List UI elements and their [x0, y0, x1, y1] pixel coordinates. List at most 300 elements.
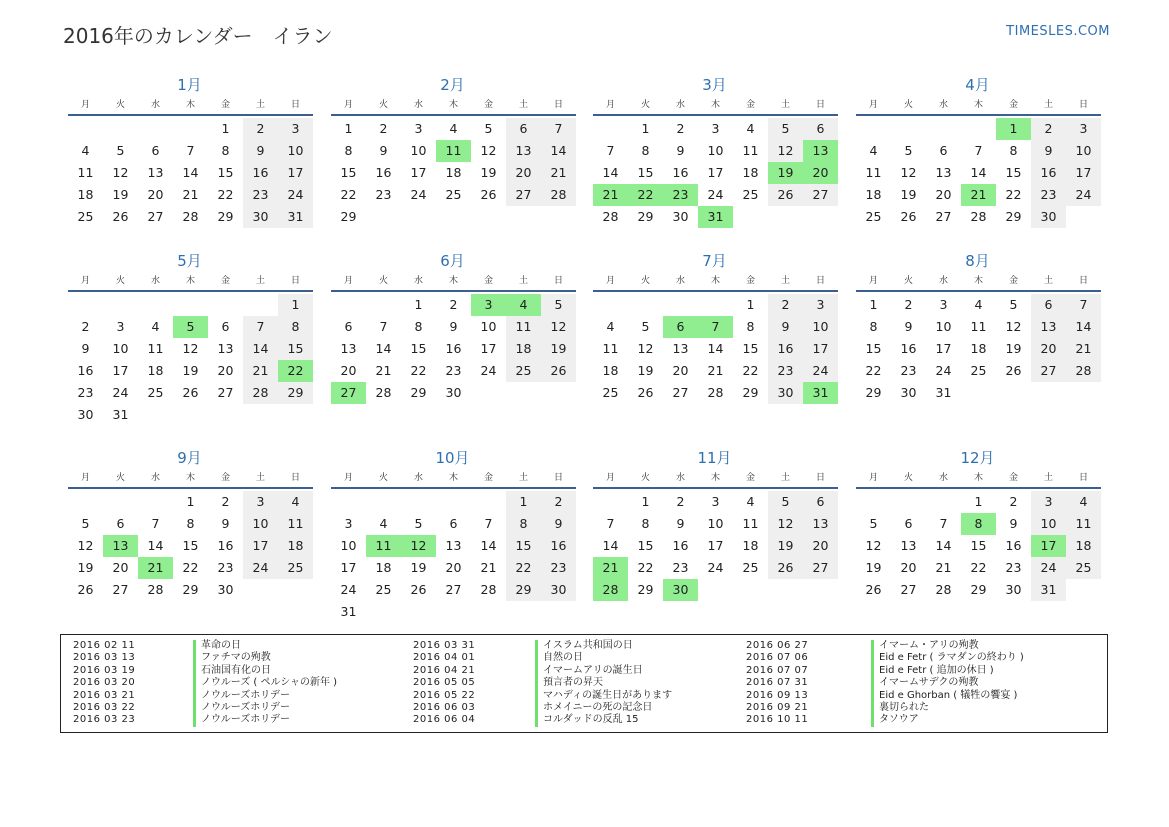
- calendar-day: 2: [243, 118, 278, 140]
- weekday-label: 日: [1078, 100, 1088, 110]
- calendar-day: 26: [541, 360, 576, 382]
- calendar-day: 22: [742, 363, 759, 378]
- weekday-label: 土: [1043, 100, 1053, 110]
- calendar-day: 23: [445, 363, 462, 378]
- legend-holiday-name: マハディの誕生日があります: [535, 690, 672, 702]
- calendar-day: 11: [1066, 513, 1101, 535]
- calendar-day: 20: [672, 363, 689, 378]
- weekday-label: 木: [973, 276, 983, 286]
- weekday-header: [68, 273, 313, 292]
- weekday-label: 火: [378, 276, 388, 286]
- calendar-day: 12: [112, 165, 129, 180]
- calendar-day: 5: [641, 319, 650, 334]
- weekday-label: 金: [483, 473, 493, 483]
- legend-holiday-name: 石油国有化の日: [193, 665, 271, 677]
- calendar-day: 6: [221, 319, 230, 334]
- calendar-day: 10: [935, 319, 952, 334]
- calendar-day: 20: [445, 560, 462, 575]
- calendar-day: 23: [243, 184, 278, 206]
- weekday-label: 土: [1043, 473, 1053, 483]
- calendar-day: 30: [77, 407, 94, 422]
- weekday-label: 水: [675, 276, 685, 286]
- calendar-day: 7: [606, 516, 615, 531]
- calendar-day: 30: [900, 385, 917, 400]
- holiday-day: 11: [436, 140, 471, 162]
- day-grid: [593, 116, 838, 228]
- holiday-day: 4: [506, 294, 541, 316]
- calendar-day: 23: [541, 557, 576, 579]
- calendar-day: 12: [768, 140, 803, 162]
- calendar-day: 18: [445, 165, 462, 180]
- calendar-day: 20: [1031, 338, 1066, 360]
- weekday-label: 木: [710, 276, 720, 286]
- calendar-day: 22: [637, 560, 654, 575]
- weekday-label: 水: [938, 473, 948, 483]
- calendar-day: 6: [344, 319, 353, 334]
- legend-holiday-name: 自然の日: [535, 652, 583, 664]
- weekday-header: [331, 470, 576, 489]
- weekday-label: 土: [1043, 276, 1053, 286]
- weekday-label: 水: [675, 473, 685, 483]
- calendar-day: 1: [221, 121, 230, 136]
- holiday-day: 8: [961, 513, 996, 535]
- calendar-day: 24: [803, 360, 838, 382]
- calendar-day: 3: [1031, 491, 1066, 513]
- calendar-day: 8: [414, 319, 423, 334]
- calendar-day: 30: [1031, 206, 1066, 228]
- calendar-day: 26: [112, 209, 129, 224]
- calendar-day: 12: [541, 316, 576, 338]
- calendar-day: 11: [506, 316, 541, 338]
- legend-date: 2016 03 13: [73, 652, 136, 664]
- calendar-day: 22: [217, 187, 234, 202]
- calendar-day: 26: [480, 187, 497, 202]
- calendar-day: 17: [112, 363, 129, 378]
- legend-holiday-name: タソウア: [871, 714, 919, 726]
- calendar-day: 13: [900, 538, 917, 553]
- calendar-day: 12: [182, 341, 199, 356]
- calendar-day: 5: [81, 516, 90, 531]
- calendar-day: 5: [768, 491, 803, 513]
- calendar-day: 10: [707, 143, 724, 158]
- holiday-day: 11: [366, 535, 401, 557]
- calendar-day: 11: [742, 143, 759, 158]
- calendar-day: 24: [112, 385, 129, 400]
- calendar-day: 9: [221, 516, 230, 531]
- calendar-day: 28: [707, 385, 724, 400]
- calendar-day: 13: [147, 165, 164, 180]
- calendar-day: 14: [182, 165, 199, 180]
- holiday-day: 20: [803, 162, 838, 184]
- legend-date: 2016 05 22: [413, 689, 476, 701]
- calendar-day: 29: [217, 209, 234, 224]
- calendar-day: 3: [1066, 118, 1101, 140]
- calendar-day: 14: [243, 338, 278, 360]
- calendar-day: 13: [445, 538, 462, 553]
- calendar-day: 18: [970, 341, 987, 356]
- calendar-day: 11: [77, 165, 94, 180]
- day-grid: [331, 489, 576, 623]
- weekday-label: 土: [780, 276, 790, 286]
- calendar-day: 15: [410, 341, 427, 356]
- calendar-day: 25: [77, 209, 94, 224]
- calendar-day: 10: [112, 341, 129, 356]
- weekday-label: 日: [290, 473, 300, 483]
- calendar-day: 23: [1031, 184, 1066, 206]
- calendar-day: 18: [506, 338, 541, 360]
- calendar-day: 28: [970, 209, 987, 224]
- legend-date: 2016 02 11: [73, 640, 136, 651]
- legend-date: 2016 05 05: [413, 677, 476, 689]
- calendar-day: 7: [1066, 294, 1101, 316]
- legend-holiday-name: Eid e Fetr ( ラマダンの終わり ): [871, 652, 1024, 664]
- calendar-day: 15: [637, 538, 654, 553]
- calendar-day: 3: [711, 494, 720, 509]
- calendar-day: 9: [449, 319, 458, 334]
- calendar-day: 24: [707, 187, 724, 202]
- calendar-day: 14: [970, 165, 987, 180]
- calendar-day: 4: [278, 491, 313, 513]
- calendar-day: 5: [768, 118, 803, 140]
- weekday-label: 日: [815, 100, 825, 110]
- calendar-day: 11: [147, 341, 164, 356]
- calendar-day: 1: [278, 294, 313, 316]
- calendar-day: 31: [112, 407, 129, 422]
- calendar-day: 16: [672, 165, 689, 180]
- legend-date: 2016 06 27: [746, 640, 809, 651]
- calendar-day: 13: [935, 165, 952, 180]
- calendar-day: 29: [340, 209, 357, 224]
- weekday-header: [856, 470, 1101, 489]
- month-name: 8月: [965, 252, 990, 270]
- calendar-day: 27: [803, 184, 838, 206]
- calendar-day: 16: [900, 341, 917, 356]
- calendar-day: 6: [803, 118, 838, 140]
- calendar-day: 8: [641, 143, 650, 158]
- legend-date: 2016 09 13: [746, 689, 809, 701]
- holiday-day: 3: [471, 294, 506, 316]
- calendar-day: 10: [278, 140, 313, 162]
- calendar-day: 19: [112, 187, 129, 202]
- weekday-label: 土: [780, 100, 790, 110]
- month-name: 5月: [177, 252, 202, 270]
- calendar-day: 2: [541, 491, 576, 513]
- calendar-day: 28: [935, 582, 952, 597]
- calendar-day: 25: [375, 582, 392, 597]
- calendar-day: 30: [672, 209, 689, 224]
- calendar-day: 7: [939, 516, 948, 531]
- calendar-day: 25: [1066, 557, 1101, 579]
- calendar-day: 14: [480, 538, 497, 553]
- month-9: [68, 448, 313, 601]
- calendar-day: 17: [278, 162, 313, 184]
- calendar-day: 29: [970, 582, 987, 597]
- holiday-day: 17: [1031, 535, 1066, 557]
- weekday-header: [593, 470, 838, 489]
- calendar-day: 3: [278, 118, 313, 140]
- month-10: [331, 448, 576, 623]
- calendar-day: 10: [243, 513, 278, 535]
- calendar-day: 17: [707, 165, 724, 180]
- calendar-day: 21: [243, 360, 278, 382]
- calendar-day: 20: [935, 187, 952, 202]
- calendar-day: 27: [900, 582, 917, 597]
- calendar-day: 9: [676, 516, 685, 531]
- weekday-label: 金: [745, 473, 755, 483]
- calendar-day: 5: [869, 516, 878, 531]
- calendar-day: 30: [768, 382, 803, 404]
- calendar-day: 21: [375, 363, 392, 378]
- calendar-day: 5: [414, 516, 423, 531]
- day-grid: [68, 489, 313, 601]
- weekday-label: 月: [80, 276, 90, 286]
- calendar-day: 29: [637, 582, 654, 597]
- weekday-label: 水: [413, 100, 423, 110]
- calendar-day: 28: [480, 582, 497, 597]
- holiday-day: 12: [401, 535, 436, 557]
- calendar-day: 26: [768, 557, 803, 579]
- calendar-day: 19: [541, 338, 576, 360]
- weekday-label: 水: [413, 276, 423, 286]
- calendar-day: 28: [243, 382, 278, 404]
- calendar-day: 23: [1005, 560, 1022, 575]
- calendar-day: 18: [1066, 535, 1101, 557]
- calendar-day: 29: [410, 385, 427, 400]
- legend-date: 2016 03 19: [73, 664, 136, 676]
- weekday-label: 火: [115, 473, 125, 483]
- calendar-day: 15: [1005, 165, 1022, 180]
- calendar-day: 6: [803, 491, 838, 513]
- weekday-label: 日: [815, 276, 825, 286]
- legend-date: 2016 07 06: [746, 652, 809, 664]
- calendar-day: 19: [182, 363, 199, 378]
- calendar-day: 24: [278, 184, 313, 206]
- holiday-day: 21: [593, 557, 628, 579]
- calendar-day: 10: [480, 319, 497, 334]
- calendar-day: 4: [606, 319, 615, 334]
- holiday-day: 21: [593, 184, 628, 206]
- legend-holiday-name: ノウルーズホリデー: [193, 714, 290, 726]
- calendar-day: 19: [77, 560, 94, 575]
- weekday-label: 月: [605, 276, 615, 286]
- weekday-label: 木: [185, 473, 195, 483]
- calendar-day: 10: [707, 516, 724, 531]
- weekday-label: 日: [290, 100, 300, 110]
- month-4: [856, 75, 1101, 228]
- calendar-day: 1: [506, 491, 541, 513]
- calendar-day: 10: [1031, 513, 1066, 535]
- calendar-day: 29: [182, 582, 199, 597]
- calendar-day: 21: [480, 560, 497, 575]
- calendar-day: 27: [506, 184, 541, 206]
- weekday-label: 日: [815, 473, 825, 483]
- calendar-day: 8: [1009, 143, 1018, 158]
- calendar-day: 17: [243, 535, 278, 557]
- legend-date: 2016 03 31: [413, 640, 476, 651]
- calendar-day: 8: [869, 319, 878, 334]
- weekday-label: 木: [448, 473, 458, 483]
- legend-holiday-name: ノウルーズ ( ペルシャの新年 ): [193, 677, 337, 689]
- legend-holiday-name: Eid e Fetr ( 追加の休日 ): [871, 665, 994, 677]
- calendar-day: 7: [606, 143, 615, 158]
- calendar-day: 5: [904, 143, 913, 158]
- calendar-day: 12: [768, 513, 803, 535]
- calendar-day: 30: [1005, 582, 1022, 597]
- calendar-day: 27: [112, 582, 129, 597]
- holiday-day: 21: [138, 557, 173, 579]
- weekday-label: 金: [1008, 100, 1018, 110]
- calendar-day: 26: [1005, 363, 1022, 378]
- calendar-day: 21: [541, 162, 576, 184]
- calendar-day: 25: [445, 187, 462, 202]
- calendar-day: 26: [865, 582, 882, 597]
- weekday-label: 木: [448, 100, 458, 110]
- calendar-day: 13: [672, 341, 689, 356]
- calendar-day: 16: [217, 538, 234, 553]
- legend-date: 2016 10 11: [746, 714, 809, 726]
- calendar-day: 12: [1005, 319, 1022, 334]
- weekday-label: 木: [185, 276, 195, 286]
- calendar-day: 10: [410, 143, 427, 158]
- weekday-label: 木: [973, 473, 983, 483]
- holiday-day: 5: [173, 316, 208, 338]
- calendar-day: 31: [278, 206, 313, 228]
- legend-date: 2016 07 07: [746, 664, 809, 676]
- calendar-day: 17: [803, 338, 838, 360]
- calendar-day: 28: [182, 209, 199, 224]
- legend-date: 2016 03 21: [73, 689, 136, 701]
- calendar-day: 12: [865, 538, 882, 553]
- calendar-day: 6: [116, 516, 125, 531]
- weekday-label: 木: [710, 473, 720, 483]
- calendar-day: 26: [768, 184, 803, 206]
- calendar-day: 29: [742, 385, 759, 400]
- weekday-label: 日: [553, 473, 563, 483]
- holiday-day: 31: [803, 382, 838, 404]
- calendar-day: 16: [672, 538, 689, 553]
- weekday-label: 月: [605, 100, 615, 110]
- calendar-day: 30: [445, 385, 462, 400]
- calendar-day: 2: [379, 121, 388, 136]
- month-name: 6月: [440, 252, 465, 270]
- calendar-day: 19: [900, 187, 917, 202]
- holiday-legend: [60, 634, 1108, 733]
- calendar-day: 9: [904, 319, 913, 334]
- calendar-day: 22: [970, 560, 987, 575]
- calendar-day: 23: [768, 360, 803, 382]
- weekday-label: 金: [220, 100, 230, 110]
- day-grid: [856, 116, 1101, 228]
- calendar-day: 3: [344, 516, 353, 531]
- calendar-day: 17: [707, 538, 724, 553]
- calendar-day: 11: [970, 319, 987, 334]
- calendar-day: 27: [1031, 360, 1066, 382]
- calendar-day: 9: [81, 341, 90, 356]
- calendar-day: 4: [1066, 491, 1101, 513]
- calendar-day: 17: [935, 341, 952, 356]
- calendar-day: 30: [243, 206, 278, 228]
- holiday-day: 13: [103, 535, 138, 557]
- legend-date: 2016 07 31: [746, 677, 809, 689]
- calendar-day: 5: [541, 294, 576, 316]
- weekday-label: 水: [938, 276, 948, 286]
- weekday-label: 日: [1078, 473, 1088, 483]
- holiday-day: 28: [593, 579, 628, 601]
- calendar-day: 29: [1005, 209, 1022, 224]
- calendar-day: 13: [217, 341, 234, 356]
- calendar-day: 11: [865, 165, 882, 180]
- legend-holiday-name: Eid e Ghorban ( 犠牲の饗宴 ): [871, 690, 1017, 702]
- weekday-label: 金: [745, 100, 755, 110]
- weekday-label: 金: [483, 276, 493, 286]
- weekday-label: 日: [553, 100, 563, 110]
- calendar-day: 29: [865, 385, 882, 400]
- site-link[interactable]: TIMESLES.COM: [1006, 24, 1110, 39]
- holiday-day: 27: [331, 382, 366, 404]
- calendar-day: 26: [637, 385, 654, 400]
- weekday-label: 火: [115, 276, 125, 286]
- calendar-day: 13: [506, 140, 541, 162]
- calendar-day: 8: [506, 513, 541, 535]
- month-5: [68, 251, 313, 426]
- calendar-day: 16: [77, 363, 94, 378]
- calendar-day: 7: [541, 118, 576, 140]
- calendar-day: 3: [414, 121, 423, 136]
- calendar-day: 15: [637, 165, 654, 180]
- calendar-day: 2: [676, 494, 685, 509]
- calendar-day: 2: [221, 494, 230, 509]
- calendar-day: 27: [147, 209, 164, 224]
- calendar-day: 1: [186, 494, 195, 509]
- legend-holiday-name: ファチマの殉教: [193, 652, 271, 664]
- calendar-day: 14: [602, 165, 619, 180]
- calendar-day: 1: [869, 297, 878, 312]
- calendar-day: 17: [410, 165, 427, 180]
- calendar-day: 24: [243, 557, 278, 579]
- calendar-day: 25: [147, 385, 164, 400]
- calendar-day: 2: [449, 297, 458, 312]
- weekday-label: 金: [220, 276, 230, 286]
- weekday-label: 月: [605, 473, 615, 483]
- month-name: 7月: [702, 252, 727, 270]
- calendar-day: 4: [81, 143, 90, 158]
- calendar-day: 26: [410, 582, 427, 597]
- calendar-day: 21: [935, 560, 952, 575]
- weekday-label: 土: [518, 276, 528, 286]
- calendar-day: 19: [410, 560, 427, 575]
- calendar-day: 24: [340, 582, 357, 597]
- calendar-day: 17: [480, 341, 497, 356]
- calendar-day: 28: [541, 184, 576, 206]
- calendar-day: 16: [375, 165, 392, 180]
- weekday-label: 水: [675, 100, 685, 110]
- month-11: [593, 448, 838, 601]
- calendar-day: 14: [375, 341, 392, 356]
- calendar-day: 16: [445, 341, 462, 356]
- calendar-day: 19: [480, 165, 497, 180]
- calendar-day: 7: [974, 143, 983, 158]
- legend-holiday-name: イマーム・アリの殉教: [871, 640, 979, 652]
- calendar-day: 4: [746, 121, 755, 136]
- calendar-day: 5: [1009, 297, 1018, 312]
- holiday-day: 7: [698, 316, 733, 338]
- calendar-day: 24: [1031, 557, 1066, 579]
- weekday-label: 火: [903, 276, 913, 286]
- calendar-day: 28: [375, 385, 392, 400]
- calendar-day: 23: [77, 385, 94, 400]
- legend-date: 2016 03 22: [73, 702, 136, 713]
- weekday-label: 土: [255, 473, 265, 483]
